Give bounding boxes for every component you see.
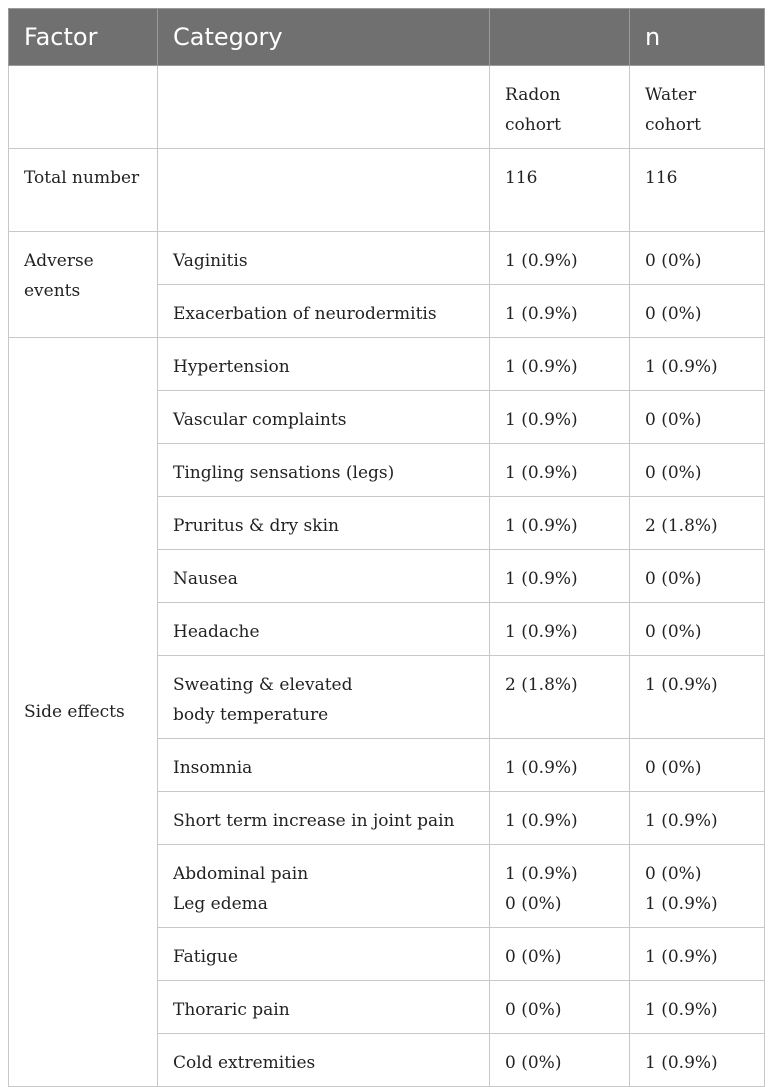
water-cell: 0 (0%)	[630, 285, 765, 338]
water-cell: 0 (0%)	[630, 739, 765, 792]
header-blank	[490, 9, 630, 66]
radon-cell: 2 (1.8%)	[490, 656, 630, 739]
side-effects-table	[8, 8, 765, 1087]
header-n: n	[630, 9, 765, 66]
radon-cell: 0 (0%)	[490, 1034, 630, 1087]
radon-cell: 1 (0.9%)	[490, 739, 630, 792]
category-cell: Short term increase in joint pain	[158, 792, 490, 845]
water-cell: 1 (0.9%)	[630, 338, 765, 391]
water-cell: 0 (0%)	[630, 391, 765, 444]
table-row	[9, 149, 765, 232]
group-side-effects: Side effects	[9, 338, 158, 1087]
radon-cell: 1 (0.9%)	[490, 792, 630, 845]
subheader-radon: Radon cohort	[490, 66, 630, 149]
radon-cell: 0 (0%)	[490, 928, 630, 981]
radon-cell: 1 (0.9%)	[490, 444, 630, 497]
radon-cell: 1 (0.9%) 0 (0%)	[490, 845, 630, 928]
category-cell: Sweating & elevated body temperature	[158, 656, 490, 739]
category-cell: Insomnia	[158, 739, 490, 792]
water-cell: 0 (0%) 1 (0.9%)	[630, 845, 765, 928]
category-cell: Thoraric pain	[158, 981, 490, 1034]
category-cell: Tingling sensations (legs)	[158, 444, 490, 497]
radon-cell: 0 (0%)	[490, 981, 630, 1034]
water-cell: 1 (0.9%)	[630, 656, 765, 739]
category-cell: Nausea	[158, 550, 490, 603]
category-cell: Fatigue	[158, 928, 490, 981]
water-cell: 2 (1.8%)	[630, 497, 765, 550]
radon-cell: 1 (0.9%)	[490, 338, 630, 391]
category-cell: Vascular complaints	[158, 391, 490, 444]
water-cell: 0 (0%)	[630, 603, 765, 656]
radon-cell: 1 (0.9%)	[490, 285, 630, 338]
category-cell: Cold extremities	[158, 1034, 490, 1087]
total-water: 116	[630, 149, 765, 232]
water-cell: 1 (0.9%)	[630, 1034, 765, 1087]
category-cell: Headache	[158, 603, 490, 656]
radon-cell: 1 (0.9%)	[490, 603, 630, 656]
radon-cell: 1 (0.9%)	[490, 497, 630, 550]
table-row	[9, 338, 765, 391]
radon-cell: 1 (0.9%)	[490, 550, 630, 603]
category-cell: Vaginitis	[158, 232, 490, 285]
radon-cell: 1 (0.9%)	[490, 391, 630, 444]
total-radon: 116	[490, 149, 630, 232]
radon-cell: 1 (0.9%)	[490, 232, 630, 285]
header-category: Category	[158, 9, 490, 66]
water-cell: 0 (0%)	[630, 550, 765, 603]
category-cell: Hypertension	[158, 338, 490, 391]
water-cell: 1 (0.9%)	[630, 928, 765, 981]
subheader-row	[9, 66, 765, 149]
category-cell: Exacerbation of neurodermitis	[158, 285, 490, 338]
water-cell: 0 (0%)	[630, 232, 765, 285]
category-cell: Pruritus & dry skin	[158, 497, 490, 550]
water-cell: 1 (0.9%)	[630, 792, 765, 845]
total-label: Total number	[9, 149, 158, 232]
water-cell: 0 (0%)	[630, 444, 765, 497]
category-cell: Abdominal pain Leg edema	[158, 845, 490, 928]
group-adverse-events: Adverse events	[9, 232, 158, 338]
header-factor: Factor	[9, 9, 158, 66]
table-row	[9, 232, 765, 285]
header-row	[9, 9, 765, 66]
subheader-water: Water cohort	[630, 66, 765, 149]
water-cell: 1 (0.9%)	[630, 981, 765, 1034]
